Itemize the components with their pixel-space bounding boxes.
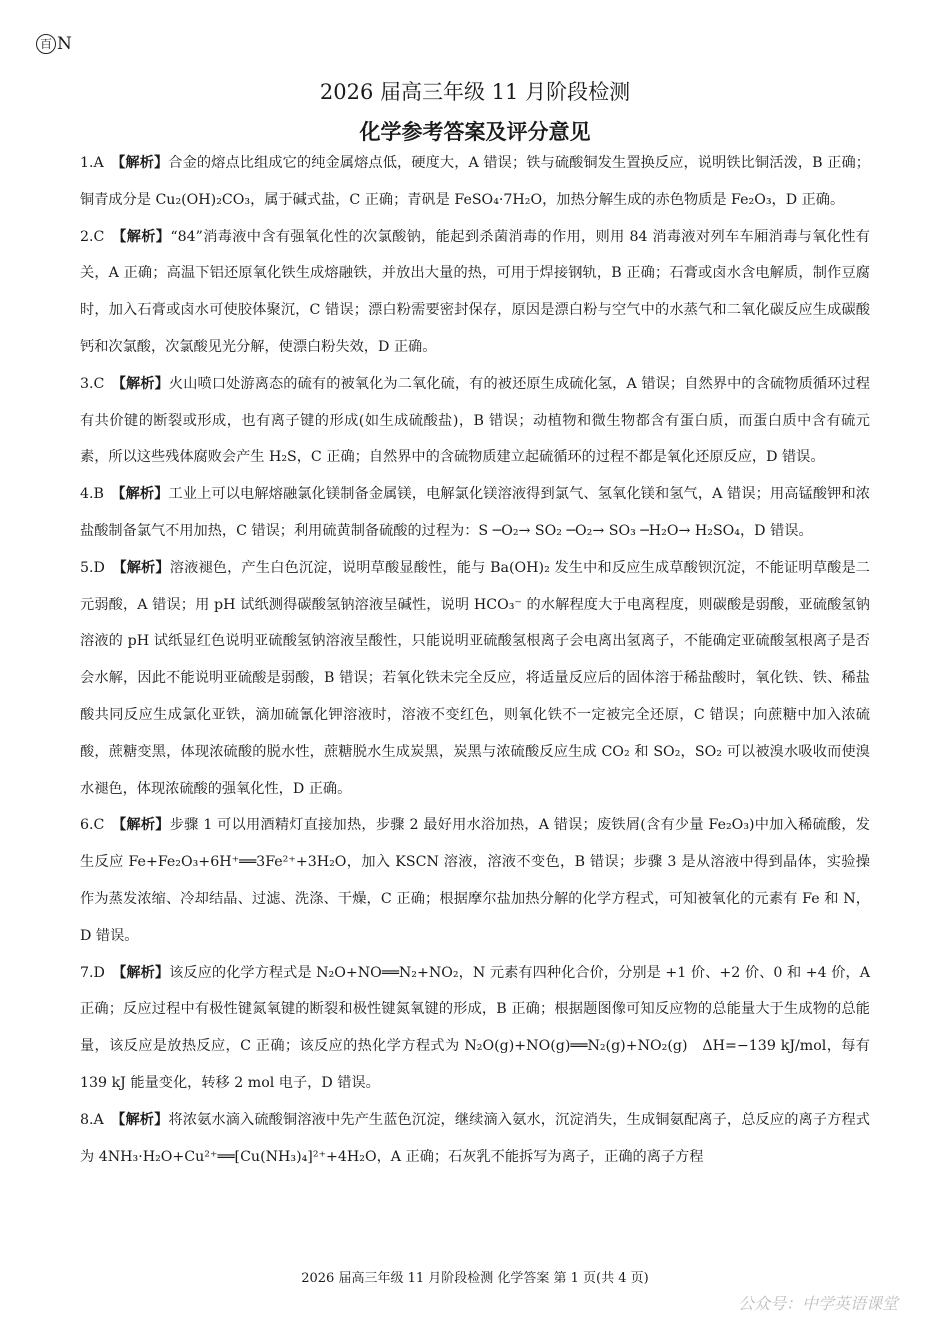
analysis-tag: 【解析】 — [118, 375, 169, 392]
answer-number: 6.C — [80, 817, 105, 834]
page-title: 2026 届高三年级 11 月阶段检测 — [319, 80, 631, 104]
answer-item — [80, 219, 870, 366]
answer-text: 步骤 1 可以用酒精灯直接加热，步骤 2 最好用水浴加热，A 错误；废铁屑(含有少量 Fe₂O₃)中加入稀硫酸，发生反应 Fe+Fe₂O₃+6H⁺══3Fe²⁺+3H₂O，加入 KSCN 溶液，溶液不变色，B 错误；步骤 3 是从溶液中得到晶体，实验操作为蒸发浓缩、冷却结晶、过滤、洗涤、干燥，C 正确；根据摩尔盐加热分解的化学方程式，可知被氧化的元素有 Fe 和 N，D 错误。 — [80, 817, 870, 944]
answer-text: 该反应的化学方程式是 N₂O+NO══N₂+NO₂，N 元素有四种化合价，分别是 +1 价、+2 价、0 和 +4 价，A 正确；反应过程中有极性键氮氧键的断裂和极性键氮氧键的形成，B 正确；根据题图像可知反应物的总能量大于生成物的总能量，该反应是放热反应，C 正确；该反应的热化学方程式为 N₂O(g)+NO(g)══N₂(g)+NO₂(g) ΔH=−139 kJ/mol，每有 139 kJ 能量变化，转移 2 mol 电子，D 错误。 — [80, 964, 870, 1091]
answer-item — [80, 145, 870, 219]
answer-text: 工业上可以电解熔融氯化镁制备金属镁，电解氯化镁溶液得到氯气、氢氧化镁和氢气，A 错误；用高锰酸钾和浓盐酸制备氯气不用加热，C 错误；利用硫黄制备硫酸的过程为：S ─O₂→ SO₂ ─O₂→ SO₃ ─H₂O→ H₂SO₄，D 错误。 — [80, 486, 870, 539]
answer-number: 8.A — [80, 1111, 104, 1128]
answer-item — [80, 550, 870, 808]
page-subtitle: 化学参考答案及评分意见 — [359, 120, 591, 144]
answer-number: 2.C — [80, 228, 105, 245]
answer-text: 火山喷口处游离态的硫有的被氧化为二氧化硫，有的被还原生成硫化氢，A 错误；自然界中的含硫物质循环过程有共价键的断裂或形成，也有离子键的形成(如生成硫酸盐)，B 错误；动植物和微生物都含有蛋白质，而蛋白质中含有硫元素，所以这些残体腐败会产生 H₂S，C 正确；自然界中的含硫物质建立起硫循环的过程不都是氧化还原反应，D 错误。 — [80, 375, 870, 466]
answer-text: 合金的熔点比组成它的纯金属熔点低，硬度大，A 错误；铁与硫酸铜发生置换反应，说明铁比铜活泼，B 正确；铜青成分是 Cu₂(OH)₂CO₃，属于碱式盐，C 正确；青矾是 FeSO₄·7H₂O，加热分解生成的赤色物质是 Fe₂O₃，D 正确。 — [80, 155, 870, 208]
analysis-tag: 【解析】 — [119, 559, 170, 576]
analysis-tag: 【解析】 — [119, 817, 170, 834]
answer-text: 将浓氨水滴入硫酸铜溶液中先产生蓝色沉淀，继续滴入氨水，沉淀消失，生成铜氨配离子，总反应的离子方程式为 4NH₃·H₂O+Cu²⁺══[Cu(NH₃)₄]²⁺+4H₂O，A 正确；石灰乳不能拆写为离子，正确的离子方程 — [80, 1111, 870, 1165]
analysis-tag: 【解析】 — [119, 964, 170, 981]
answer-number: 7.D — [80, 964, 105, 981]
answer-item — [80, 807, 870, 954]
answer-item — [80, 1102, 870, 1176]
page-footer: 2026 届高三年级 11 月阶段检测 化学答案 第 1 页(共 4 页) — [301, 1271, 649, 1286]
analysis-tag: 【解析】 — [118, 486, 169, 503]
analysis-tag: 【解析】 — [118, 1111, 169, 1128]
analysis-tag: 【解析】 — [118, 155, 169, 171]
answer-item — [80, 476, 870, 550]
analysis-tag: 【解析】 — [119, 228, 171, 245]
answer-number: 3.C — [80, 375, 105, 392]
answer-number: 4.B — [80, 486, 104, 503]
answer-number: 5.D — [80, 559, 105, 576]
answer-number: 1.A — [80, 155, 104, 171]
answer-text: “84”消毒液中含有强氧化性的次氯酸钠，能起到杀菌消毒的作用，则用 84 消毒液对列车车厢消毒与氧化性有关，A 正确；高温下铝还原氧化铁生成熔融铁，并放出大量的热，可用于焊接钢轨，B 正确；石膏或卤水含电解质，制作豆腐时，加入石膏或卤水可使胶体聚沉，C 错误；漂白粉需要密封保存，原因是漂白粉与空气中的水蒸气和二氧化碳反应生成碳酸钙和次氯酸，次氯酸见光分解，使漂白粉失效，D 正确。 — [80, 228, 870, 355]
answer-text: 溶液褪色，产生白色沉淀，说明草酸显酸性，能与 Ba(OH)₂ 发生中和反应生成草酸钡沉淀，不能证明草酸是二元弱酸，A 错误；用 pH 试纸测得碳酸氢钠溶液呈碱性，说明 HCO₃⁻ 的水解程度大于电离程度，则碳酸是弱酸，亚硫酸氢钠溶液的 pH 试纸显红色说明亚硫酸氢钠溶液呈酸性，只能说明亚硫酸氢根离子会电离出氢离子，不能确定亚硫酸氢根离子是否会水解，因此不能说明亚硫酸是弱酸，B 错误；若氧化铁未完全反应，将适量反应后的固体溶于稀盐酸时，氧化铁、铁、稀盐酸共同反应生成氯化亚铁，滴加硫氰化钾溶液时，溶液不变红色，则氧化铁不一定被完全还原，C 错误；向蔗糖中加入浓硫酸，蔗糖变黑，体现浓硫酸的脱水性，蔗糖脱水生成炭黑，炭黑与浓硫酸反应生成 CO₂ 和 SO₂，SO₂ 可以被溴水吸收而使溴水褪色，体现浓硫酸的强氧化性，D 正确。 — [80, 559, 870, 797]
answer-item — [80, 955, 870, 1102]
watermark: 公众号：中学英语课堂 — [737, 1294, 898, 1313]
corner-mark — [36, 34, 72, 54]
answer-list — [80, 145, 870, 1175]
answer-item — [80, 366, 870, 476]
corner-letter: N — [57, 34, 72, 54]
badge-mark: 百 — [36, 34, 56, 54]
